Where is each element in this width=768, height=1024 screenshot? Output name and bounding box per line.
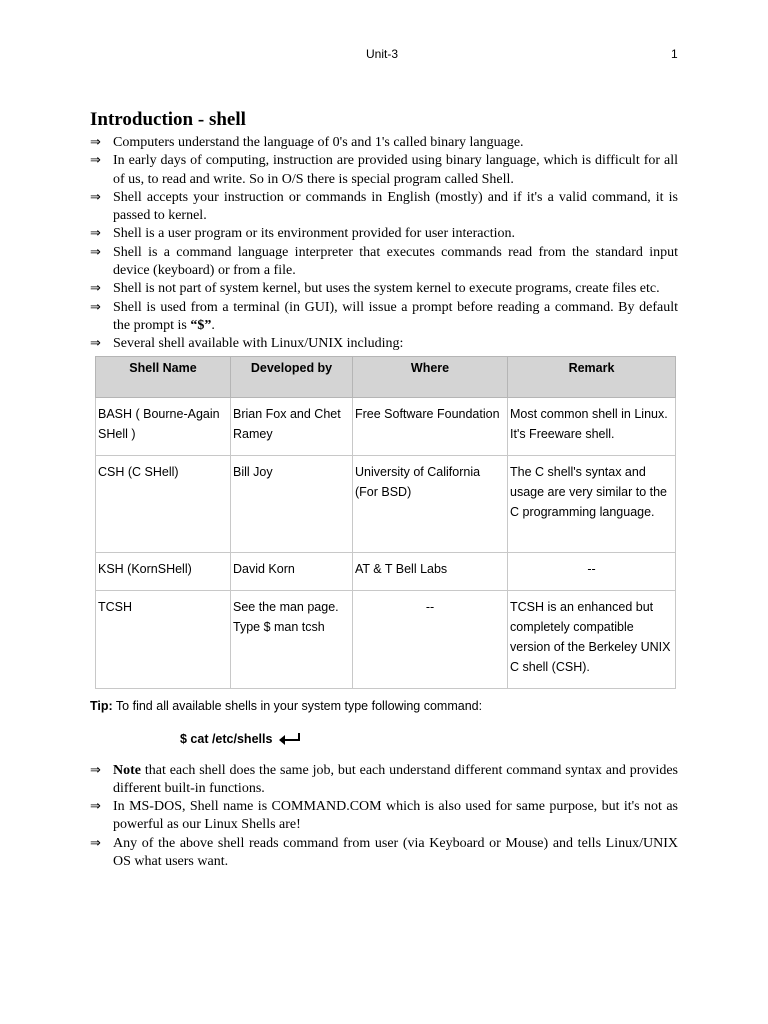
table-cell: David Korn — [231, 552, 353, 590]
table-cell: Bill Joy — [231, 455, 353, 552]
note-label: Note — [113, 762, 141, 778]
table-cell: TCSH — [96, 590, 231, 688]
list-item: ⇒ Shell is used from a terminal (in GUI), will issue a prompt before reading a command. By default the prompt is “$”. — [90, 299, 678, 333]
prompt-symbol: “$” — [190, 317, 212, 333]
tip-line — [90, 699, 678, 713]
double-right-arrow-icon: ⇒ — [90, 281, 101, 297]
unit-label: Unit-3 — [366, 47, 399, 61]
command-line — [180, 732, 678, 746]
tip-text: To find all available shells in your system type following command: — [112, 698, 483, 713]
list-item: ⇒ Shell is a command language interpreter that executes commands read from the standard input device (keyboard) or from a file. — [90, 244, 678, 279]
command-text: $ cat /etc/shells — [180, 731, 273, 746]
table-cell: Free Software Foundation — [353, 397, 508, 455]
list-item: ⇒ Several shell available with Linux/UNIX including: — [90, 335, 678, 353]
double-right-arrow-icon: ⇒ — [90, 244, 101, 260]
column-header: Where — [353, 356, 508, 397]
table-cell: University of California (For BSD) — [353, 455, 508, 552]
list-item: ⇒ Computers understand the language of 0's and 1's called binary language. — [90, 134, 678, 152]
table-cell: AT & T Bell Labs — [353, 552, 508, 590]
notes-bullet-list — [90, 762, 678, 872]
list-item: ⇒ Shell accepts your instruction or commands in English (mostly) and if it's a valid command, it is passed to kernel. — [90, 189, 678, 224]
table-cell: See the man page. Type $ man tcsh — [231, 590, 353, 688]
double-right-arrow-icon: ⇒ — [90, 299, 101, 315]
table-header-row — [96, 356, 676, 397]
table-row — [96, 397, 676, 455]
double-right-arrow-icon: ⇒ — [90, 762, 101, 778]
column-header: Shell Name — [96, 356, 231, 397]
column-header: Remark — [508, 356, 676, 397]
table-row — [96, 552, 676, 590]
table-row — [96, 590, 676, 688]
table-cell: TCSH is an enhanced but completely compatible version of the Berkeley UNIX C shell (CSH). — [508, 590, 676, 688]
double-right-arrow-icon: ⇒ — [90, 189, 101, 205]
page-header — [0, 47, 768, 65]
table-cell: BASH ( Bourne-Again SHell ) — [96, 397, 231, 455]
double-right-arrow-icon: ⇒ — [90, 153, 101, 169]
enter-key-icon — [278, 732, 300, 746]
list-item: ⇒ Note that each shell does the same job, but each understand different command syntax and provides different built-in functions. — [90, 762, 678, 796]
table-row — [96, 455, 676, 552]
list-item: ⇒ Any of the above shell reads command from user (via Keyboard or Mouse) and tells Linux/UNIX OS what users want. — [90, 835, 678, 870]
document-body — [90, 108, 678, 871]
table-cell: -- — [508, 552, 676, 590]
double-right-arrow-icon: ⇒ — [90, 226, 101, 242]
table-cell: CSH (C SHell) — [96, 455, 231, 552]
page-number: 1 — [671, 47, 678, 61]
tip-label: Tip: — [90, 698, 113, 713]
double-right-arrow-icon: ⇒ — [90, 135, 101, 150]
page-title: Introduction - shell — [90, 109, 246, 130]
shells-table — [95, 356, 676, 689]
list-item: ⇒ In MS-DOS, Shell name is COMMAND.COM which is also used for same purpose, but it's not as powerful as our Linux Shells are! — [90, 799, 678, 833]
double-right-arrow-icon: ⇒ — [90, 835, 101, 851]
intro-bullet-list — [90, 134, 678, 354]
list-item: ⇒ In early days of computing, instruction are provided using binary language, which is difficult for all of us, to read and write. So in O/S there is special program called Shell. — [90, 153, 678, 187]
list-item: ⇒ Shell is not part of system kernel, but uses the system kernel to execute programs, create files etc. — [90, 280, 678, 298]
table-cell: KSH (KornSHell) — [96, 552, 231, 590]
table-cell: -- — [353, 590, 508, 688]
table-cell: The C shell's syntax and usage are very similar to the C programming language. — [508, 455, 676, 552]
list-item: ⇒ Shell is a user program or its environment provided for user interaction. — [90, 225, 678, 243]
double-right-arrow-icon: ⇒ — [90, 799, 101, 815]
double-right-arrow-icon: ⇒ — [90, 336, 101, 352]
table-cell: Brian Fox and Chet Ramey — [231, 397, 353, 455]
column-header: Developed by — [231, 356, 353, 397]
table-cell: Most common shell in Linux. It's Freeware shell. — [508, 397, 676, 455]
